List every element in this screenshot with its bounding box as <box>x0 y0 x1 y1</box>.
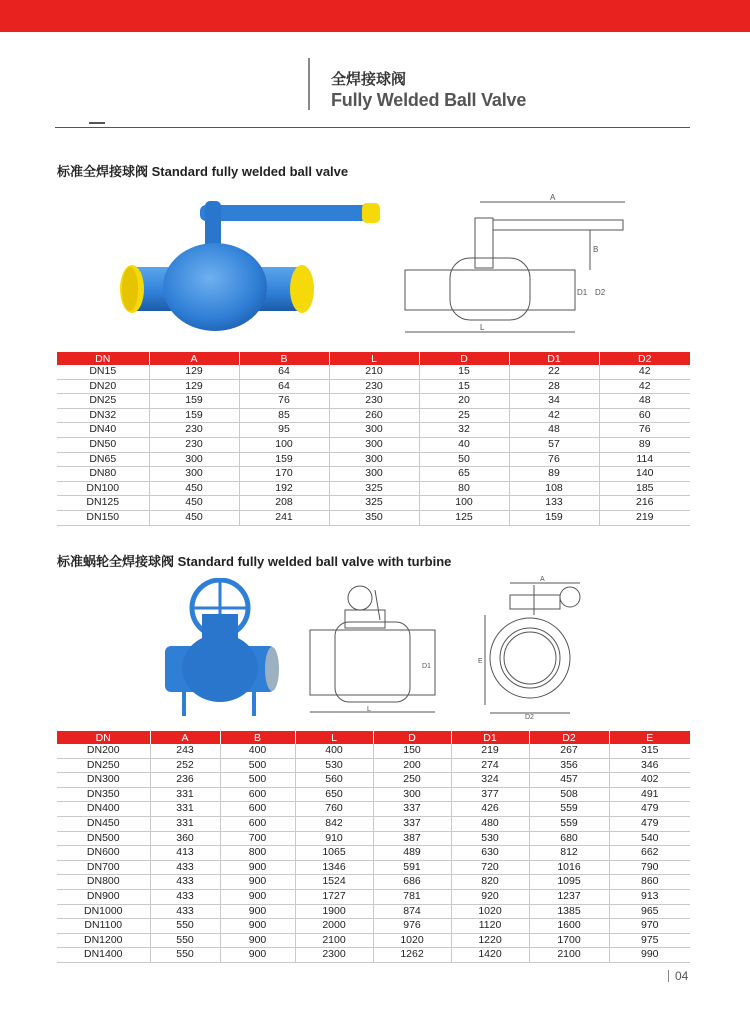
table-cell: 489 <box>373 846 451 861</box>
table-cell: 790 <box>609 860 690 875</box>
table-row <box>57 467 690 482</box>
table-cell: 700 <box>220 831 295 846</box>
table-row <box>57 773 690 788</box>
table-row <box>57 496 690 511</box>
table-cell: 350 <box>329 510 419 525</box>
table-cell: 1237 <box>529 889 609 904</box>
table-cell: 76 <box>509 452 599 467</box>
table-cell: DN20 <box>57 379 149 394</box>
table-cell: 325 <box>329 481 419 496</box>
table-cell: 129 <box>149 365 239 379</box>
table-cell: 1020 <box>373 933 451 948</box>
ball-valve-photo <box>110 195 390 335</box>
table-cell: DN1100 <box>57 919 150 934</box>
valve-dimension-drawing <box>395 190 635 340</box>
table-cell: DN450 <box>57 816 150 831</box>
table-cell: 650 <box>295 787 373 802</box>
front-drawing-label-d2: D2 <box>525 714 534 720</box>
column-header-a: A <box>149 352 239 365</box>
table-cell: 230 <box>329 379 419 394</box>
table-cell: 1120 <box>451 919 529 934</box>
table-cell: 337 <box>373 802 451 817</box>
table-cell: 550 <box>150 919 220 934</box>
table-row <box>57 510 690 525</box>
table-cell: 1346 <box>295 860 373 875</box>
table-cell: 300 <box>329 467 419 482</box>
table-cell: 976 <box>373 919 451 934</box>
column-header-b: B <box>220 731 295 744</box>
table-cell: 150 <box>373 744 451 758</box>
table-cell: 42 <box>599 379 690 394</box>
table-cell: 686 <box>373 875 451 890</box>
table-cell: 900 <box>220 875 295 890</box>
table-cell: 140 <box>599 467 690 482</box>
table-cell: 243 <box>150 744 220 758</box>
table-row <box>57 787 690 802</box>
table-cell: 210 <box>329 365 419 379</box>
table-cell: 22 <box>509 365 599 379</box>
table-cell: 1600 <box>529 919 609 934</box>
table-cell: 337 <box>373 816 451 831</box>
column-header-dn: DN <box>57 352 149 365</box>
table-cell: 267 <box>529 744 609 758</box>
table-cell: 662 <box>609 846 690 861</box>
front-drawing-label-a: A <box>540 576 545 583</box>
table-cell: 1020 <box>451 904 529 919</box>
table-row <box>57 831 690 846</box>
table-cell: DN80 <box>57 467 149 482</box>
table-cell: 530 <box>295 758 373 773</box>
table-cell: 230 <box>329 394 419 409</box>
table-cell: 1220 <box>451 933 529 948</box>
table-cell: DN50 <box>57 437 149 452</box>
table-cell: 530 <box>451 831 529 846</box>
page-title-chinese: 全焊接球阀 <box>331 71 407 88</box>
table-cell: 15 <box>419 379 509 394</box>
table-cell: 42 <box>509 408 599 423</box>
table-cell: 720 <box>451 860 529 875</box>
table-cell: 1385 <box>529 904 609 919</box>
column-header-b: B <box>239 352 329 365</box>
table-cell: 25 <box>419 408 509 423</box>
table-cell: 970 <box>609 919 690 934</box>
table-cell: 781 <box>373 889 451 904</box>
table-cell: 1016 <box>529 860 609 875</box>
table-row <box>57 437 690 452</box>
table-cell: 80 <box>419 481 509 496</box>
table-cell: 1524 <box>295 875 373 890</box>
table-cell: 842 <box>295 816 373 831</box>
table-cell: 40 <box>419 437 509 452</box>
turbine-valve-front-drawing <box>470 575 590 720</box>
table-cell: 400 <box>295 744 373 758</box>
table-row <box>57 744 690 758</box>
table-cell: 1900 <box>295 904 373 919</box>
top-red-bar <box>0 0 750 32</box>
table-cell: 331 <box>150 816 220 831</box>
column-header-dn: DN <box>57 731 150 744</box>
table-cell: 15 <box>419 365 509 379</box>
table-cell: 433 <box>150 875 220 890</box>
table-cell: 125 <box>419 510 509 525</box>
table-cell: 114 <box>599 452 690 467</box>
table-cell: 1700 <box>529 933 609 948</box>
table-cell: 900 <box>220 933 295 948</box>
table-cell: 2100 <box>529 948 609 963</box>
table-cell: 800 <box>220 846 295 861</box>
table-cell: 600 <box>220 816 295 831</box>
table-row <box>57 860 690 875</box>
turbine-valve-side-drawing <box>305 580 440 720</box>
table-cell: 133 <box>509 496 599 511</box>
table-row <box>57 802 690 817</box>
table-cell: 550 <box>150 948 220 963</box>
header-rule <box>55 127 690 128</box>
table-cell: 500 <box>220 773 295 788</box>
table-cell: 2000 <box>295 919 373 934</box>
table-cell: 360 <box>150 831 220 846</box>
table-cell: 860 <box>609 875 690 890</box>
table-cell: DN900 <box>57 889 150 904</box>
column-header-d1: D1 <box>509 352 599 365</box>
column-header-d2: D2 <box>529 731 609 744</box>
table-cell: DN65 <box>57 452 149 467</box>
table-cell: 331 <box>150 787 220 802</box>
table-cell: DN300 <box>57 773 150 788</box>
table-row <box>57 408 690 423</box>
table-row <box>57 889 690 904</box>
table-cell: 2100 <box>295 933 373 948</box>
table-cell: 1727 <box>295 889 373 904</box>
table-cell: 457 <box>529 773 609 788</box>
table-cell: 433 <box>150 889 220 904</box>
table-cell: 260 <box>329 408 419 423</box>
table-cell: 591 <box>373 860 451 875</box>
table-row <box>57 758 690 773</box>
table-cell: 331 <box>150 802 220 817</box>
drawing-label-b: B <box>593 245 599 254</box>
table-cell: 185 <box>599 481 690 496</box>
table-cell: DN600 <box>57 846 150 861</box>
table-cell: 900 <box>220 948 295 963</box>
table-cell: DN700 <box>57 860 150 875</box>
table-cell: DN100 <box>57 481 149 496</box>
table-cell: 89 <box>509 467 599 482</box>
table-cell: 219 <box>451 744 529 758</box>
table-cell: 479 <box>609 802 690 817</box>
table-cell: 559 <box>529 802 609 817</box>
table-cell: DN250 <box>57 758 150 773</box>
table-cell: DN1200 <box>57 933 150 948</box>
table-row <box>57 948 690 963</box>
table-cell: DN40 <box>57 423 149 438</box>
table-cell: DN125 <box>57 496 149 511</box>
column-header-l: L <box>295 731 373 744</box>
table-cell: 965 <box>609 904 690 919</box>
table-cell: 34 <box>509 394 599 409</box>
table-cell: 1095 <box>529 875 609 890</box>
table-cell: 300 <box>329 423 419 438</box>
table-cell: 426 <box>451 802 529 817</box>
table-cell: 346 <box>609 758 690 773</box>
table-cell: 356 <box>529 758 609 773</box>
table-cell: 900 <box>220 919 295 934</box>
header-divider <box>308 58 310 110</box>
section-title-standard-valve: 标准全焊接球阀 Standard fully welded ball valve <box>57 164 349 179</box>
table-cell: 300 <box>329 437 419 452</box>
table-cell: 480 <box>451 816 529 831</box>
column-header-a: A <box>150 731 220 744</box>
table-cell: DN200 <box>57 744 150 758</box>
table-cell: 450 <box>149 510 239 525</box>
table-cell: 680 <box>529 831 609 846</box>
table-cell: 559 <box>529 816 609 831</box>
table-cell: DN32 <box>57 408 149 423</box>
table-cell: 1065 <box>295 846 373 861</box>
table-cell: 76 <box>239 394 329 409</box>
table-cell: 910 <box>295 831 373 846</box>
table-cell: 400 <box>220 744 295 758</box>
table-cell: 76 <box>599 423 690 438</box>
table-cell: 60 <box>599 408 690 423</box>
table-row <box>57 365 690 379</box>
table-cell: 900 <box>220 904 295 919</box>
table-cell: 48 <box>599 394 690 409</box>
table-cell: 433 <box>150 860 220 875</box>
table-cell: 57 <box>509 437 599 452</box>
table-row <box>57 423 690 438</box>
table-cell: 300 <box>149 467 239 482</box>
table-row <box>57 816 690 831</box>
table-cell: 216 <box>599 496 690 511</box>
table-cell: 159 <box>239 452 329 467</box>
table-cell: 95 <box>239 423 329 438</box>
table-cell: 508 <box>529 787 609 802</box>
table-cell: 413 <box>150 846 220 861</box>
column-header-d1: D1 <box>451 731 529 744</box>
front-drawing-label-e: E <box>478 658 483 665</box>
table-cell: 500 <box>220 758 295 773</box>
table-cell: 50 <box>419 452 509 467</box>
table-cell: 433 <box>150 904 220 919</box>
turbine-valve-spec-table <box>57 731 690 963</box>
table-row <box>57 846 690 861</box>
column-header-l: L <box>329 352 419 365</box>
table-cell: DN15 <box>57 365 149 379</box>
table-cell: 89 <box>599 437 690 452</box>
table-cell: 630 <box>451 846 529 861</box>
table-cell: 325 <box>329 496 419 511</box>
table-cell: DN150 <box>57 510 149 525</box>
table-cell: 108 <box>509 481 599 496</box>
table-cell: 241 <box>239 510 329 525</box>
table-cell: 48 <box>509 423 599 438</box>
table-cell: 2300 <box>295 948 373 963</box>
table-cell: 300 <box>149 452 239 467</box>
table-cell: 600 <box>220 787 295 802</box>
table-cell: 300 <box>329 452 419 467</box>
table-cell: DN25 <box>57 394 149 409</box>
table-cell: 65 <box>419 467 509 482</box>
table-cell: DN500 <box>57 831 150 846</box>
table-row <box>57 919 690 934</box>
table-cell: DN1400 <box>57 948 150 963</box>
table-cell: 300 <box>373 787 451 802</box>
section-title-turbine-valve: 标准蜗轮全焊接球阀 Standard fully welded ball valve with turbine <box>57 554 452 569</box>
table-cell: 402 <box>609 773 690 788</box>
side-drawing-label-d1: D1 <box>422 663 431 670</box>
table-row <box>57 875 690 890</box>
table-cell: 975 <box>609 933 690 948</box>
table-cell: 200 <box>373 758 451 773</box>
column-header-d: D <box>419 352 509 365</box>
table-cell: 900 <box>220 889 295 904</box>
table-cell: 820 <box>451 875 529 890</box>
table-cell: DN1000 <box>57 904 150 919</box>
table-cell: 812 <box>529 846 609 861</box>
table-cell: 42 <box>599 365 690 379</box>
table-cell: 600 <box>220 802 295 817</box>
table-cell: 250 <box>373 773 451 788</box>
table-cell: 252 <box>150 758 220 773</box>
table-cell: 100 <box>419 496 509 511</box>
table-cell: 913 <box>609 889 690 904</box>
column-header-d: D <box>373 731 451 744</box>
table-cell: 479 <box>609 816 690 831</box>
standard-valve-spec-table <box>57 352 690 526</box>
table-cell: 550 <box>150 933 220 948</box>
table-cell: 874 <box>373 904 451 919</box>
page-number <box>668 969 688 983</box>
table-cell: 170 <box>239 467 329 482</box>
table-cell: 560 <box>295 773 373 788</box>
column-header-d2: D2 <box>599 352 690 365</box>
page-number-text: 04 <box>675 969 689 983</box>
drawing-label-l: L <box>480 323 485 332</box>
table-cell: 230 <box>149 423 239 438</box>
table-cell: 450 <box>149 496 239 511</box>
table-cell: DN400 <box>57 802 150 817</box>
table-cell: 760 <box>295 802 373 817</box>
table-cell: 64 <box>239 379 329 394</box>
table-cell: 920 <box>451 889 529 904</box>
table-cell: 192 <box>239 481 329 496</box>
table-row <box>57 481 690 496</box>
table-cell: 450 <box>149 481 239 496</box>
table-cell: 540 <box>609 831 690 846</box>
table-cell: 491 <box>609 787 690 802</box>
table-cell: 1420 <box>451 948 529 963</box>
table-cell: 230 <box>149 437 239 452</box>
table-cell: 900 <box>220 860 295 875</box>
column-header-e: E <box>609 731 690 744</box>
table-cell: 64 <box>239 365 329 379</box>
table-row <box>57 379 690 394</box>
table-cell: 85 <box>239 408 329 423</box>
table-row <box>57 904 690 919</box>
side-drawing-label-l: L <box>367 706 371 713</box>
table-row <box>57 452 690 467</box>
turbine-valve-photo <box>160 578 280 718</box>
table-cell: 274 <box>451 758 529 773</box>
table-cell: 129 <box>149 379 239 394</box>
drawing-label-a: A <box>550 193 556 202</box>
table-cell: 315 <box>609 744 690 758</box>
table-cell: 159 <box>149 408 239 423</box>
table-row <box>57 933 690 948</box>
page-title-english: Fully Welded Ball Valve <box>331 90 527 110</box>
drawing-label-d2: D2 <box>595 288 606 297</box>
table-cell: 20 <box>419 394 509 409</box>
table-cell: 32 <box>419 423 509 438</box>
table-cell: 377 <box>451 787 529 802</box>
table-cell: DN800 <box>57 875 150 890</box>
table-cell: 236 <box>150 773 220 788</box>
table-cell: 28 <box>509 379 599 394</box>
table-cell: 1262 <box>373 948 451 963</box>
drawing-label-d1: D1 <box>577 288 588 297</box>
table-cell: 159 <box>509 510 599 525</box>
table-cell: 219 <box>599 510 690 525</box>
table-cell: DN350 <box>57 787 150 802</box>
table-cell: 387 <box>373 831 451 846</box>
table-cell: 159 <box>149 394 239 409</box>
page-number-bar <box>668 970 669 982</box>
table-cell: 324 <box>451 773 529 788</box>
table-row <box>57 394 690 409</box>
logo-mark <box>89 122 105 124</box>
table-cell: 100 <box>239 437 329 452</box>
table-cell: 208 <box>239 496 329 511</box>
table-cell: 990 <box>609 948 690 963</box>
